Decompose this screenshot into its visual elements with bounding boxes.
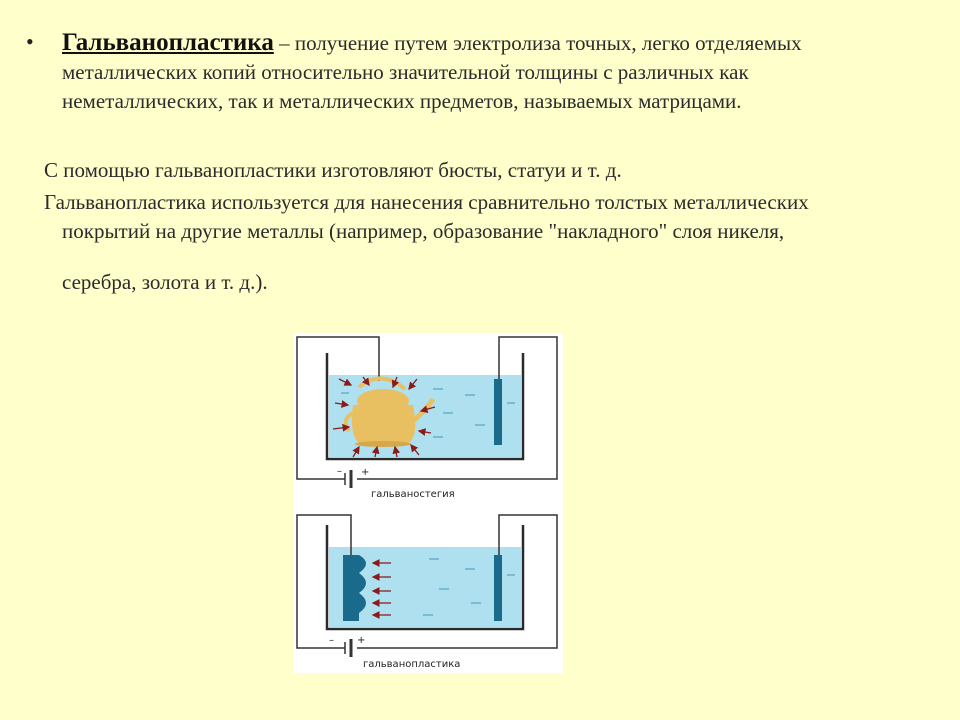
- coating-paragraph: [44, 188, 924, 297]
- electroforming-setup: [297, 515, 557, 670]
- usage-paragraph: С помощью гальванопластики изготовляют бюсты, статуи и т. д.: [44, 158, 622, 182]
- coating-line-2: покрытий на другие металлы (например, образование "накладного" слоя никеля,: [62, 219, 785, 243]
- coating-line-3: серебра, золота и т. д.).: [62, 270, 268, 294]
- plus-sign: +: [361, 467, 370, 478]
- bullet-marker: •: [26, 29, 34, 54]
- minus-sign-2: –: [329, 635, 334, 646]
- caption-electroforming: гальванопластика: [363, 659, 461, 670]
- coating-line-1: Гальванопластика используется для нанесения сравнительно толстых металлических: [44, 190, 809, 214]
- term-title: Гальванопластика: [62, 29, 274, 56]
- minus-sign: –: [337, 466, 342, 477]
- electroplating-setup: [297, 337, 557, 500]
- anode-electrode-2: [494, 555, 502, 621]
- definition-paragraph: [62, 28, 912, 116]
- caption-electroplating: гальваностегия: [371, 489, 455, 500]
- anode-electrode: [494, 379, 502, 445]
- electrolysis-diagram: [293, 333, 563, 673]
- definition-text: – получение путем электролиза точных, легко отделяемых металлических копий относительно значительной толщины с различных как неметаллических, так и металлических предметов, называемых матрицами.: [62, 31, 802, 113]
- diagram-svg: [293, 333, 563, 673]
- plus-sign-2: +: [357, 635, 366, 646]
